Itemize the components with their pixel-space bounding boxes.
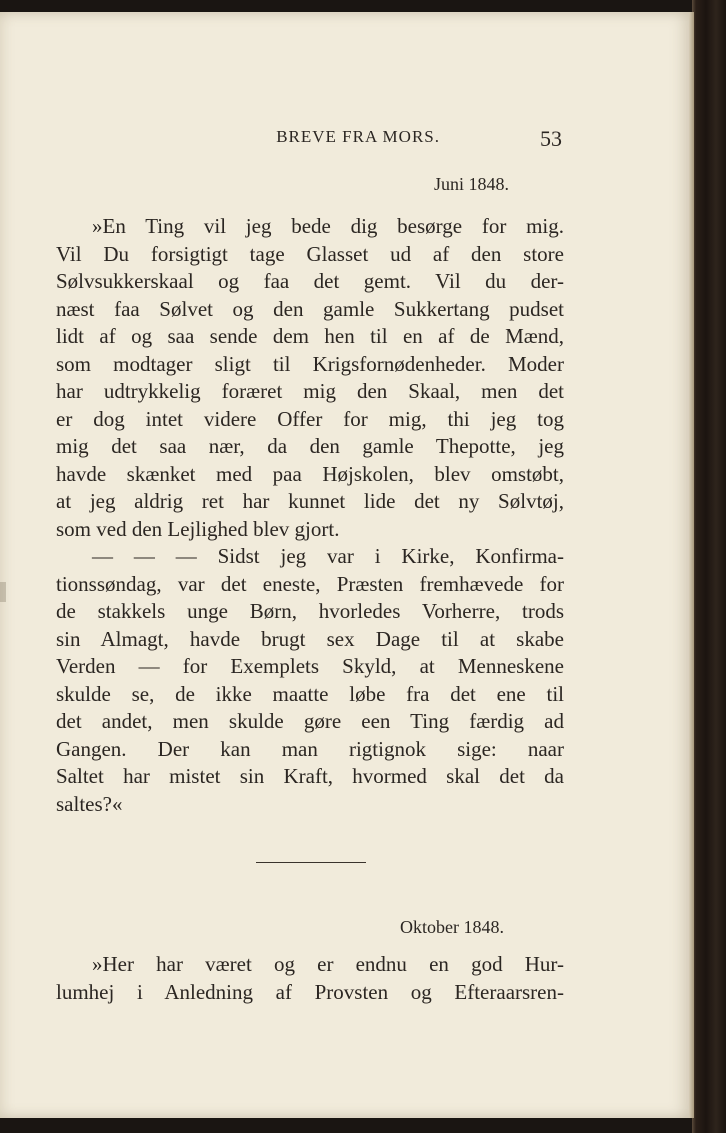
text-line: skulde se, de ikke maatte løbe fra det ene til [56,681,564,706]
page-number: 53 [540,126,562,151]
text-line: »En Ting vil jeg bede dig besørge for mig. [92,214,564,238]
text-line: havde skænket med paa Højskolen, blev omstøbt, [56,461,564,486]
book-page [0,12,692,1118]
text-line: Gangen. Der kan man rigtignok sige: naar [56,736,564,761]
text-line: lidt af og saa sende dem hen til en af de Mænd, [56,324,564,348]
text-line: tionssøndag, var det eneste, Præsten fremhævede for [56,571,564,596]
text-line: — — — Sidst jeg var i Kirke, Konfirma- [92,544,564,568]
text-line: er dog intet videre Offer for mig, thi jeg tog [56,406,564,431]
text-line: sin Almagt, havde brugt sex Dage til at skabe [56,626,564,651]
book-spine [692,0,726,1133]
text-line: som modtager sligt til Krigsfornødenheder. Moder [56,351,564,376]
text-line: de stakkels unge Børn, hvorledes Vorherre, trods [56,599,564,623]
text-line: Sølvsukkerskaal og faa det gemt. Vil du der- [56,269,564,293]
section-divider [256,862,366,863]
page-edge [689,12,694,1118]
text-line: saltes?« [56,791,123,816]
text-line: har udtrykkelig foræret mig den Skaal, men det [56,379,564,403]
letter-date: Oktober 1848. [400,917,504,937]
text-line: Vil Du forsigtigt tage Glasset ud af den store [56,241,564,266]
text-line: som ved den Lejlighed blev gjort. [56,516,340,541]
letter-body [56,951,564,1006]
text-line: lumhej i Anledning af Provsten og Efteraarsren- [56,979,564,1004]
text-line: mig det saa nær, da den gamle Thepotte, jeg [56,434,564,458]
letter-date: Juni 1848. [434,174,510,194]
running-head: BREVE FRA MORS. [276,127,440,146]
text-line: det andet, men skulde gøre een Ting færdig ad [56,709,564,733]
text-line: Verden — for Exemplets Skyld, at Menneskene [56,654,564,678]
text-line: næst faa Sølvet og den gamle Sukkertang pudset [56,296,564,321]
letter-body [56,213,564,818]
page-mark [0,582,6,602]
text-line: Saltet har mistet sin Kraft, hvormed skal det da [56,764,564,788]
text-line: »Her har været og er endnu en god Hur- [92,952,564,976]
text-line: at jeg aldrig ret har kunnet lide det ny Sølvtøj, [56,489,564,513]
